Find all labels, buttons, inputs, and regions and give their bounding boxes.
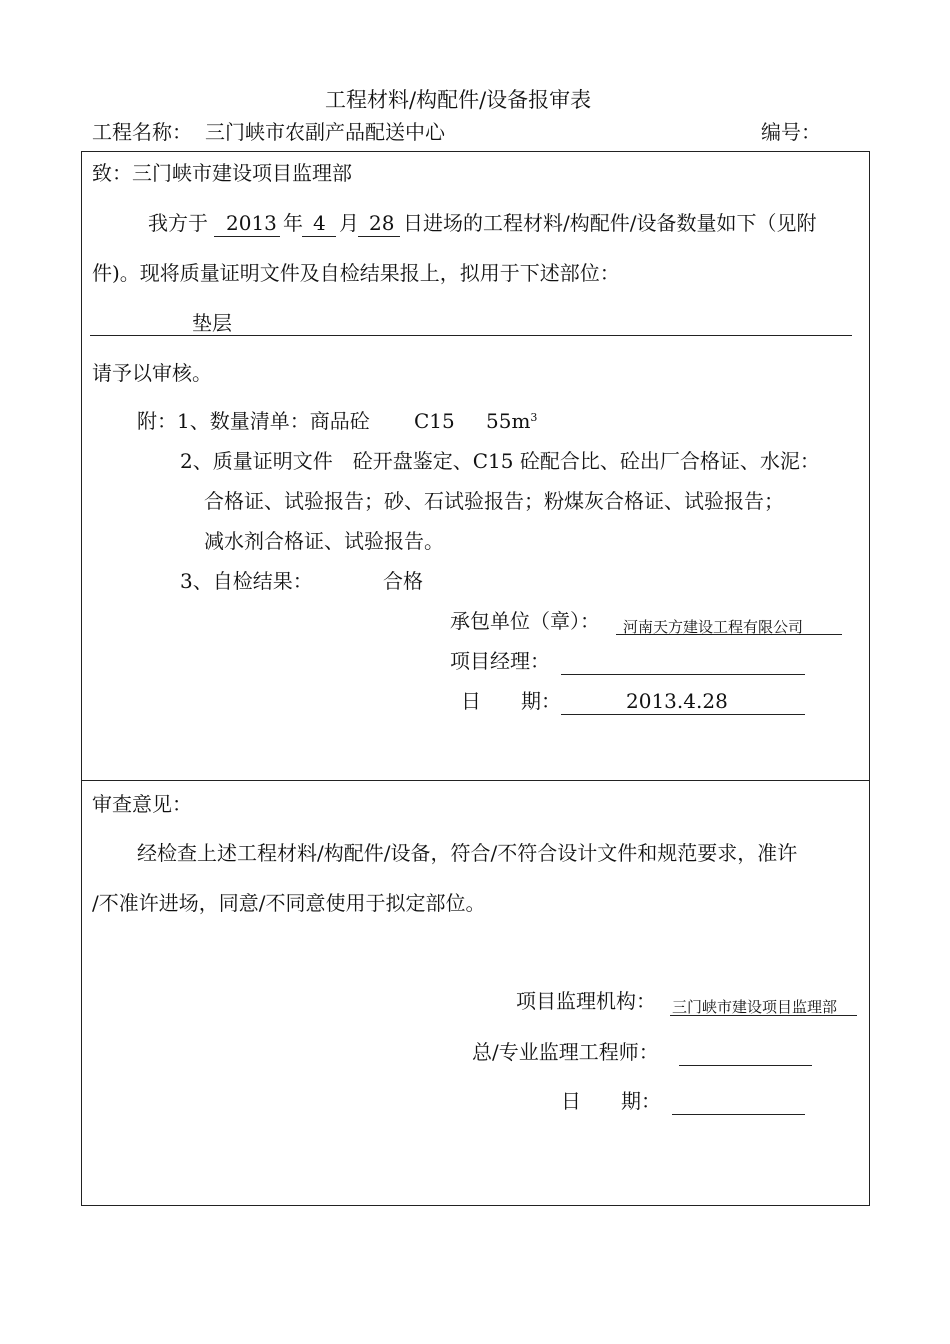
self-check-result: 合格 bbox=[383, 569, 423, 593]
year-underline bbox=[214, 236, 280, 237]
intro-line-2: 件)。现将质量证明文件及自检结果报上，拟用于下述部位： bbox=[92, 261, 620, 285]
supervision-agency-label: 项目监理机构： bbox=[516, 989, 656, 1013]
review-opinion-label: 审查意见： bbox=[92, 792, 192, 816]
day-underline bbox=[358, 236, 400, 237]
month-underline bbox=[302, 236, 336, 237]
attachment-2-line-3: 减水剂合格证、试验报告。 bbox=[204, 529, 444, 553]
project-name: 三门峡市农副产品配送中心 bbox=[205, 120, 445, 144]
engineer-signature-line bbox=[679, 1065, 812, 1066]
contractor-underline bbox=[616, 634, 842, 635]
review-opinion-line-2: /不准许进场，同意/不同意使用于拟定部位。 bbox=[92, 891, 486, 915]
date-underline bbox=[561, 714, 805, 715]
attachment-1-quantity: $55m^3$ bbox=[486, 409, 538, 433]
number-label: 编号： bbox=[761, 120, 821, 144]
year-unit: 年 bbox=[283, 211, 303, 235]
manager-label: 项目经理： bbox=[450, 649, 550, 673]
contractor-label: 承包单位（章）： bbox=[450, 609, 600, 633]
addressee-line: 致：三门峡市建设项目监理部 bbox=[92, 161, 352, 185]
attachment-2-line-1: 2、质量证明文件 砼开盘鉴定、C15 砼配合比、砼出厂合格证、水泥： bbox=[180, 449, 820, 473]
review-request: 请予以审核。 bbox=[92, 361, 212, 385]
date-value: 2013.4.28 bbox=[626, 689, 728, 713]
month-unit: 月 bbox=[339, 211, 359, 235]
attachment-1-grade: C15 bbox=[414, 409, 455, 433]
attachment-1-label: 附：1、数量清单：商品砼 bbox=[137, 409, 370, 433]
manager-signature-line bbox=[561, 674, 805, 675]
entry-day: 28 bbox=[369, 211, 395, 235]
intro-prefix: 我方于 bbox=[148, 211, 208, 235]
entry-month: 4 bbox=[313, 211, 326, 235]
location-value: 垫层 bbox=[192, 311, 232, 335]
form-title: 工程材料/构配件/设备报审表 bbox=[325, 88, 592, 112]
agency-underline bbox=[670, 1015, 857, 1016]
review-date-line bbox=[672, 1114, 805, 1115]
date-label: 日 期： bbox=[461, 689, 561, 713]
supervising-engineer-label: 总/专业监理工程师： bbox=[472, 1040, 659, 1064]
self-check-label: 3、自检结果： bbox=[180, 569, 313, 593]
contractor-name: 河南天方建设工程有限公司 bbox=[623, 618, 804, 636]
supervision-agency-name: 三门峡市建设项目监理部 bbox=[672, 998, 838, 1016]
project-name-label: 工程名称： bbox=[92, 120, 192, 144]
intro-suffix: 日进场的工程材料/构配件/设备数量如下（见附 bbox=[403, 211, 817, 235]
entry-year: 2013 bbox=[226, 211, 277, 235]
location-underline bbox=[90, 335, 852, 336]
attachment-2-line-2: 合格证、试验报告；砂、石试验报告；粉煤灰合格证、试验报告； bbox=[204, 489, 784, 513]
review-opinion-line-1: 经检查上述工程材料/构配件/设备，符合/不符合设计文件和规范要求，准许 bbox=[137, 841, 798, 865]
review-date-label: 日 期： bbox=[561, 1089, 661, 1113]
